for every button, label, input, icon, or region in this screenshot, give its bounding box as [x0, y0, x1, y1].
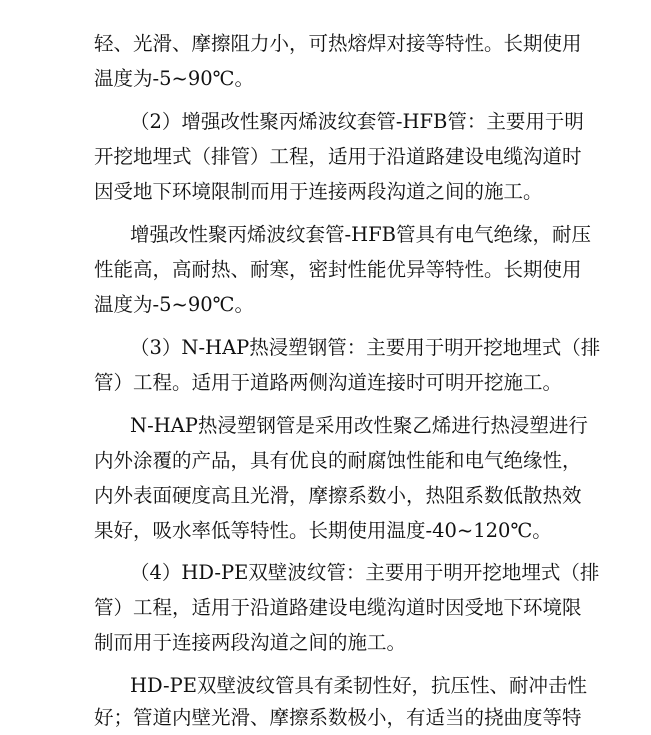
- text-line-7: 性能高，高耐热、耐寒，密封性能优异等特性。长期使用: [94, 258, 582, 281]
- paragraph-nhap-desc-line: N-HAP热浸塑钢管是采用改性聚乙烯进行热浸塑进行: [130, 414, 588, 437]
- paragraph-2-heading-line: （2）增强改性聚丙烯波纹套管-HFB管：主要用于明: [130, 110, 584, 133]
- text-line-12: 内外涂覆的产品，具有优良的耐腐蚀性能和电气绝缘性，: [94, 449, 582, 472]
- text-line-14: 果好，吸水率低等特性。长期使用温度-40~120℃。: [94, 519, 552, 542]
- paragraph-hfb-desc-line: 增强改性聚丙烯波纹套管-HFB管具有电气绝缘，耐压: [130, 223, 591, 246]
- paragraph-4-heading-line: （4）HD-PE双壁波纹管：主要用于明开挖地埋式（排: [130, 561, 600, 584]
- text-line-8: 温度为-5~90℃。: [94, 293, 254, 316]
- paragraph-hdpe-desc-line: HD-PE双壁波纹管具有柔韧性好，抗压性、耐冲击性: [130, 674, 587, 697]
- text-line-2: 温度为-5~90℃。: [94, 67, 254, 90]
- text-line-16: 管）工程，适用于沿道路建设电缆沟道时因受地下环境限: [94, 596, 582, 619]
- text-line-1: 轻、光滑、摩擦阻力小，可热熔焊对接等特性。长期使用: [94, 32, 582, 55]
- text-line-10: 管）工程。适用于道路两侧沟道连接时可明开挖施工。: [94, 371, 563, 394]
- paragraph-3-heading-line: （3）N-HAP热浸塑钢管：主要用于明开挖地埋式（排: [130, 336, 601, 359]
- text-line-13: 内外表面硬度高且光滑，摩擦系数小，热阻系数低散热效: [94, 484, 582, 507]
- text-line-17: 制而用于连接两段沟道之间的施工。: [94, 631, 407, 654]
- text-line-5: 因受地下环境限制而用于连接两段沟道之间的施工。: [94, 180, 543, 203]
- text-line-19: 好；管道内壁光滑、摩擦系数极小，有适当的挠曲度等特: [94, 706, 582, 729]
- text-line-4: 开挖地埋式（排管）工程，适用于沿道路建设电缆沟道时: [94, 145, 582, 168]
